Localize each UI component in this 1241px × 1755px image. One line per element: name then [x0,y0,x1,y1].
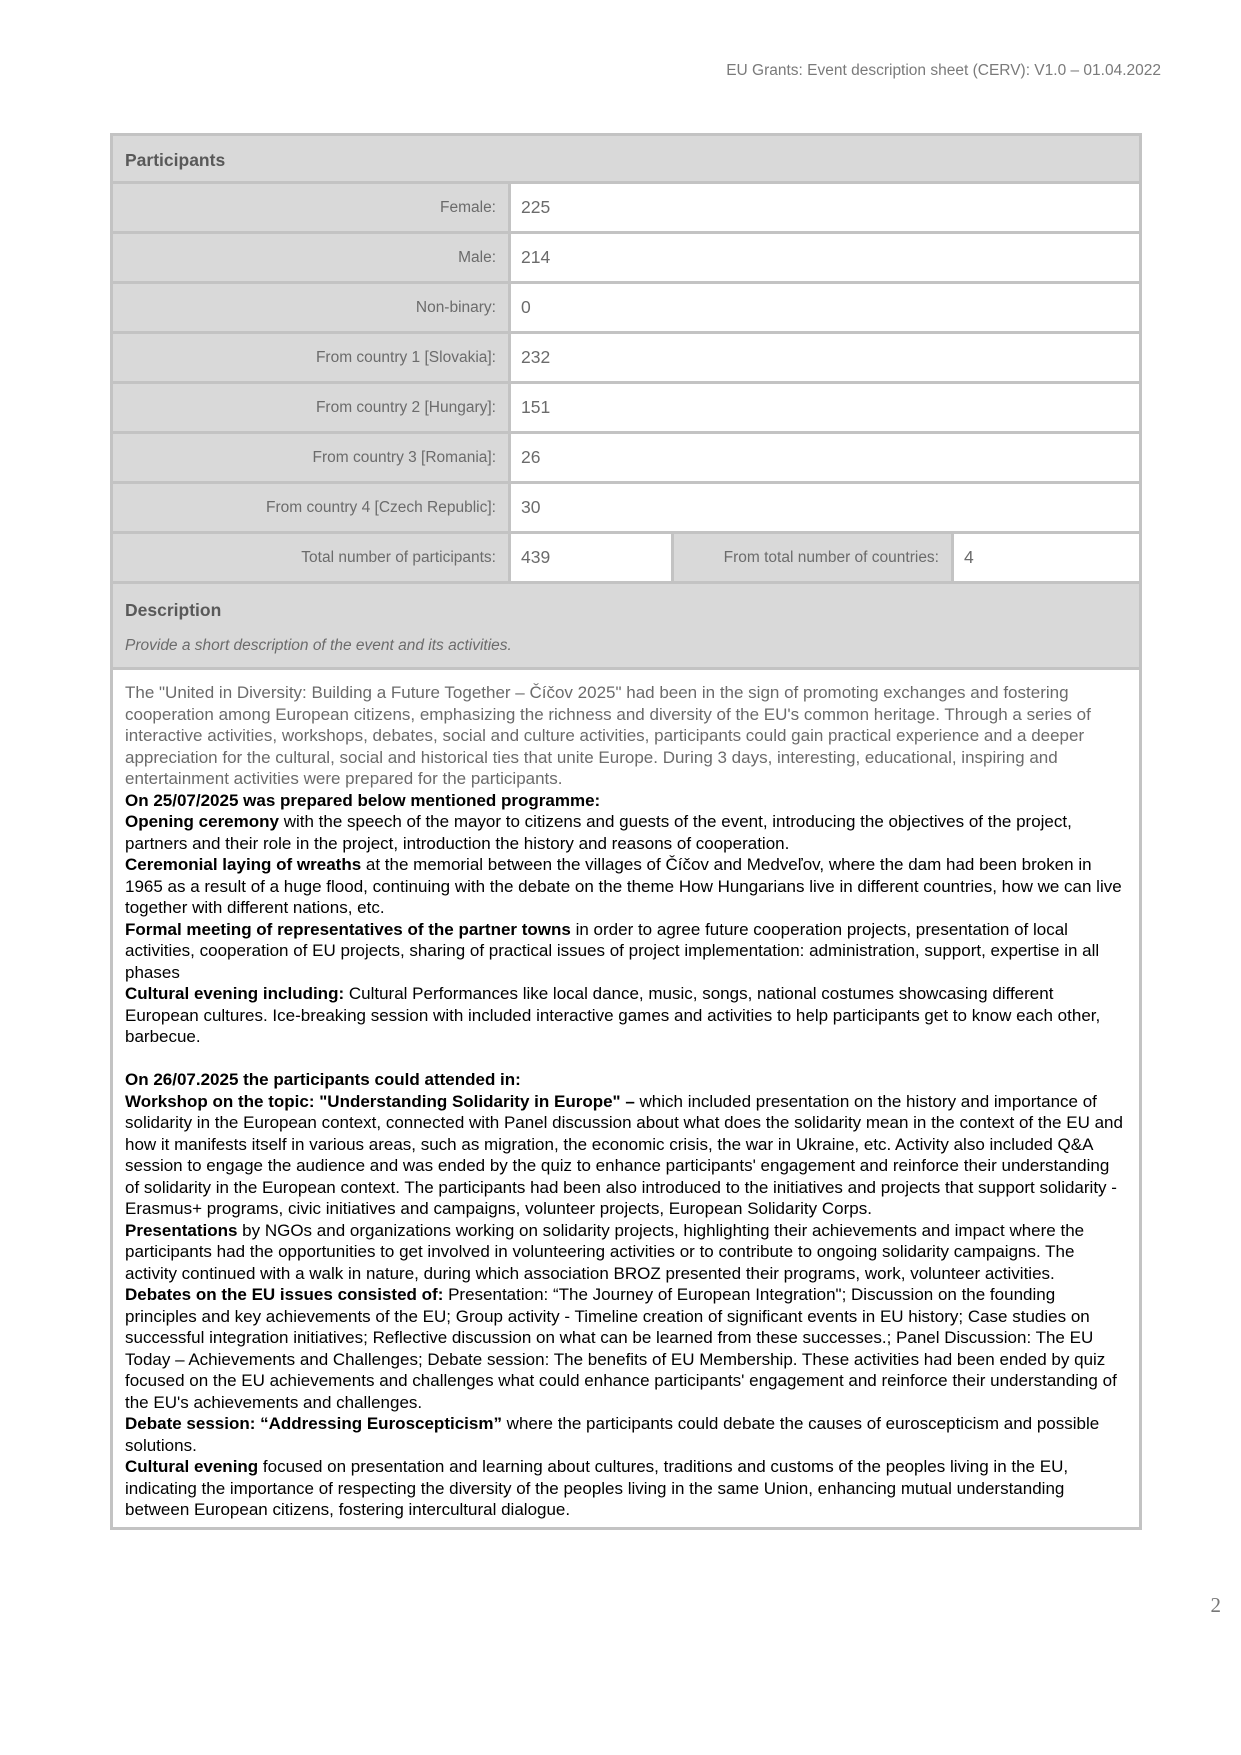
day1-item: Cultural evening including: Cultural Performances like local dance, music, songs, national costumes showcasing different European cultures. Ice-breaking session with included interactive games and activities to help participants get to know each other, barbecue. [125,984,1101,1046]
day1-item: Opening ceremony with the speech of the mayor to citizens and guests of the event, introducing the objectives of the project, partners and their role in the project, introduction the history and reasons of cooperation. [125,812,1072,853]
day2-item: Presentations by NGOs and organizations working on solidarity projects, highlighting their achievements and impact where the participants had the opportunities to get involved in volunteering activities or to contribute to ongoing solidarity campaigns. The activity continued with a walk in nature, during which association BROZ presented their programs, work, volunteer activities. [125,1220,1085,1283]
spacer [125,1048,1127,1070]
total-participants-label: Total number of participants: [113,534,511,581]
day2-item: Debates on the EU issues consisted of: Presentation: “The Journey of European Integration"; Discussion on the founding principles and key achievements of the EU; Group activity - Timeline creation of significant events in EU history; Case studies on successful integration initiatives; Reflective discussion on what can be learned from these successes.; Panel Discussion: The EU Today – Achievements and Challenges; Debate session: The benefits of EU Membership. These activities had been ended by quiz focused on the EU achievements and challenges what could enhance participants' engagement and reinforce their understanding of the EU's achievements and challenges. [125,1285,1117,1412]
country-2-value: 151 [511,384,1139,431]
male-value: 214 [511,234,1139,281]
row-female [113,181,1139,231]
participants-heading: Participants [113,136,1139,181]
total-countries-value: 4 [954,534,1139,581]
male-label: Male: [113,234,511,281]
description-heading: Description [125,600,222,620]
page-number: 2 [1210,1593,1221,1617]
row-country-4 [113,481,1139,531]
day2-item: Cultural evening focused on presentation and learning about cultures, traditions and customs of the peoples living in the EU, indicating the importance of respecting the diversity of the peoples living in the same Union, enhancing mutual understanding between European citizens, fostering intercultural dialogue. [125,1457,1069,1519]
country-2-label: From country 2 [Hungary]: [113,384,511,431]
total-countries-label: From total number of countries: [674,534,954,581]
row-country-1 [113,331,1139,381]
female-label: Female: [113,184,511,231]
description-hint: Provide a short description of the event and its activities. [125,637,512,654]
total-participants-value: 439 [511,534,674,581]
day2-item: Debate session: “Addressing Euroscepticism” where the participants could debate the causes of euroscepticism and possible solutions. [125,1414,1100,1455]
description-intro: The "United in Diversity: Building a Future Together – Číčov 2025" had been in the sign of promoting exchanges and fostering cooperation among European citizens, emphasizing the richness and diversity of the EU's common heritage. Through a series of interactive activities, workshops, debates, social and culture activities, participants could gain practical experience and a deeper appreciation for the cultural, social and historical ties that unite Europe. During 3 days, interesting, educational, inspiring and entertainment activities were prepared for the participants. [125,683,1091,788]
description-body [113,667,1139,1527]
country-1-value: 232 [511,334,1139,381]
row-country-3 [113,431,1139,481]
event-form [110,133,1142,1530]
country-3-label: From country 3 [Romania]: [113,434,511,481]
description-heading-block [113,581,1139,667]
page-header: EU Grants: Event description sheet (CERV): V1.0 – 01.04.2022 [726,62,1161,79]
row-non-binary [113,281,1139,331]
country-4-label: From country 4 [Czech Republic]: [113,484,511,531]
country-3-value: 26 [511,434,1139,481]
female-value: 225 [511,184,1139,231]
row-country-2 [113,381,1139,431]
row-totals [113,531,1139,581]
country-4-value: 30 [511,484,1139,531]
non-binary-label: Non-binary: [113,284,511,331]
day2-heading: On 26/07.2025 the participants could attended in: [125,1070,521,1089]
country-1-label: From country 1 [Slovakia]: [113,334,511,381]
day1-heading: On 25/07/2025 was prepared below mentioned programme: [125,790,601,810]
row-male [113,231,1139,281]
non-binary-value: 0 [511,284,1139,331]
day1-item: Formal meeting of representatives of the partner towns in order to agree future cooperation projects, presentation of local activities, cooperation of EU projects, sharing of practical issues of project implementation: administration, support, expertise in all phases [125,919,1100,982]
day1-item: Ceremonial laying of wreaths at the memorial between the villages of Číčov and Medveľov, where the dam had been broken in 1965 as a result of a huge flood, continuing with the debate on the theme How Hungarians live in different countries, how we can live together with different nations, etc. [125,855,1122,917]
day2-item: Workshop on the topic: "Understanding Solidarity in Europe" – which included presentation on the history and importance of solidarity in the European context, connected with Panel discussion about what does the solidarity mean in the context of the EU and how it manifests itself in various areas, such as migration, the economic crisis, the war in Ukraine, etc. Activity also included Q&A session to engage the audience and was ended by the quiz to enhance participants' engagement and reinforce their understanding of solidarity in the European context. The participants had been also introduced to the initiatives and projects that support solidarity - Erasmus+ programs, civic initiatives and campaigns, volunteer projects, European Solidarity Corps. [125,1091,1123,1218]
